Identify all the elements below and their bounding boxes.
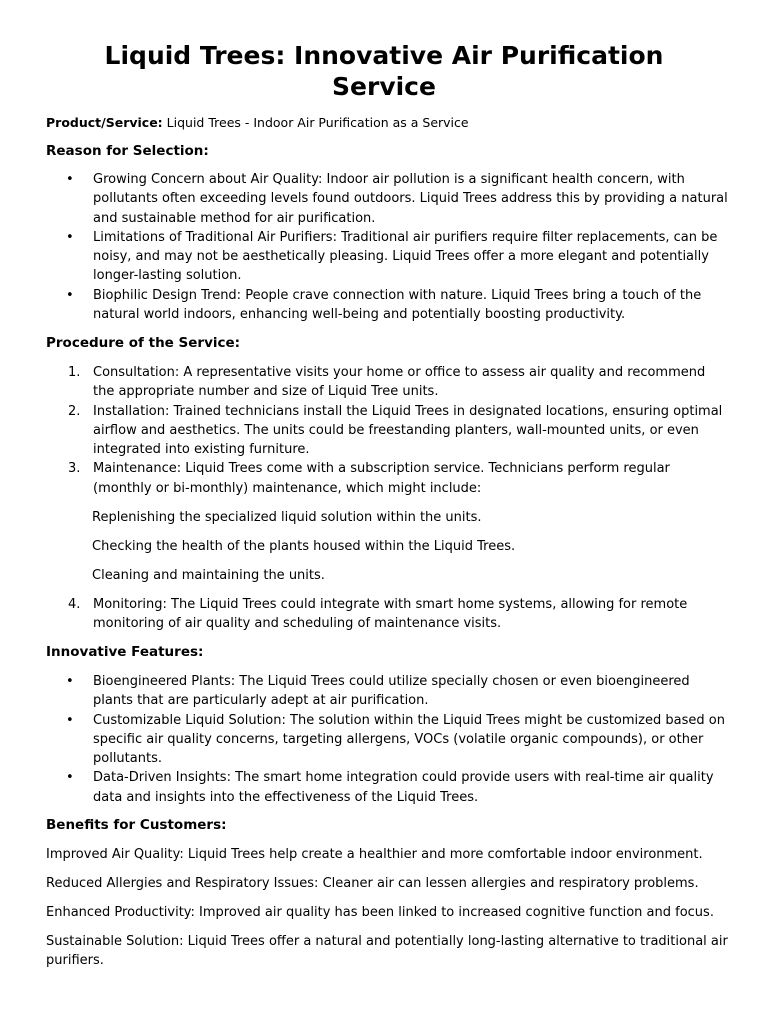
features-heading: Innovative Features: <box>46 644 204 660</box>
bullet-icon: • <box>66 674 74 689</box>
product-value: Liquid Trees - Indoor Air Purification as a Service <box>162 115 469 130</box>
bullet-icon: • <box>66 229 74 245</box>
procedure-list-continued <box>46 595 728 634</box>
procedure-heading: Procedure of the Service: <box>46 335 241 351</box>
list-item: 1. Consultation: A representative visits your home or office to assess air quality and recommend the appropriate number and size of Liquid Tree units. <box>68 365 706 400</box>
bullet-icon: • <box>66 172 74 187</box>
product-label: Product/Service: <box>46 115 163 130</box>
list-item: • Growing Concern about Air Quality: Indoor air pollution is a significant health concern, with pollutants often exceeding levels found outdoors. Liquid Trees address this by providing a natural and sustainable method for air purification. <box>66 172 728 226</box>
benefit-item: Reduced Allergies and Respiratory Issues: Cleaner air can lessen allergies and respiratory problems. <box>46 876 699 891</box>
benefits-heading: Benefits for Customers: <box>46 817 227 833</box>
benefits-list <box>46 845 728 970</box>
benefit-item: Improved Air Quality: Liquid Trees help create a healthier and more comfortable indoor environment. <box>46 847 703 862</box>
reason-list <box>46 170 728 324</box>
benefit-item: Sustainable Solution: Liquid Trees offer a natural and potentially long-lasting alternative to traditional air purifiers. <box>46 934 728 968</box>
list-item: • Data-Driven Insights: The smart home integration could provide users with real-time air quality data and insights into the effectiveness of the Liquid Trees. <box>66 770 714 805</box>
document-title: Liquid Trees: Innovative Air Purification Service <box>104 41 664 101</box>
features-list <box>46 672 728 807</box>
list-item: • Limitations of Traditional Air Purifiers: Traditional air purifiers require filter replacements, can be noisy, and may not be aesthetically pleasing. Liquid Trees offer a more elegant and potentially longer-lasting solution. <box>66 229 718 284</box>
benefit-item: Enhanced Productivity: Improved air quality has been linked to increased cognitive function and focus. <box>46 905 714 920</box>
sub-item: Checking the health of the plants housed within the Liquid Trees. <box>92 539 516 554</box>
reason-heading: Reason for Selection: <box>46 143 209 159</box>
list-item: 2. Installation: Trained technicians install the Liquid Trees in designated locations, ensuring optimal airflow and aesthetics. The units could be freestanding planters, wall-mounted units, or even integrated into existing furniture. <box>68 403 723 458</box>
maintenance-sub-items <box>46 508 728 585</box>
bullet-icon: • <box>66 712 74 728</box>
product-line <box>46 115 728 131</box>
sub-item: Replenishing the specialized liquid solution within the units. <box>92 510 482 525</box>
list-item: • Biophilic Design Trend: People crave connection with nature. Liquid Trees bring a touch of the natural world indoors, enhancing well-being and potentially boosting productivity. <box>66 287 702 323</box>
list-item: 3. Maintenance: Liquid Trees come with a subscription service. Technicians perform regular (monthly or bi-monthly) maintenance, which might include: <box>68 461 670 496</box>
bullet-icon: • <box>66 287 74 303</box>
list-item: 4. Monitoring: The Liquid Trees could integrate with smart home systems, allowing for remote monitoring of air quality and scheduling of maintenance visits. <box>68 597 688 632</box>
list-item: • Customizable Liquid Solution: The solution within the Liquid Trees might be customized based on specific air quality concerns, targeting allergens, VOCs (volatile organic compounds), or other pollutants. <box>66 712 725 767</box>
procedure-list <box>46 363 728 498</box>
bullet-icon: • <box>66 770 74 786</box>
list-item: • Bioengineered Plants: The Liquid Trees could utilize specially chosen or even bioengineered plants that are particularly adept at air purification. <box>66 674 690 709</box>
sub-item: Cleaning and maintaining the units. <box>92 568 325 583</box>
